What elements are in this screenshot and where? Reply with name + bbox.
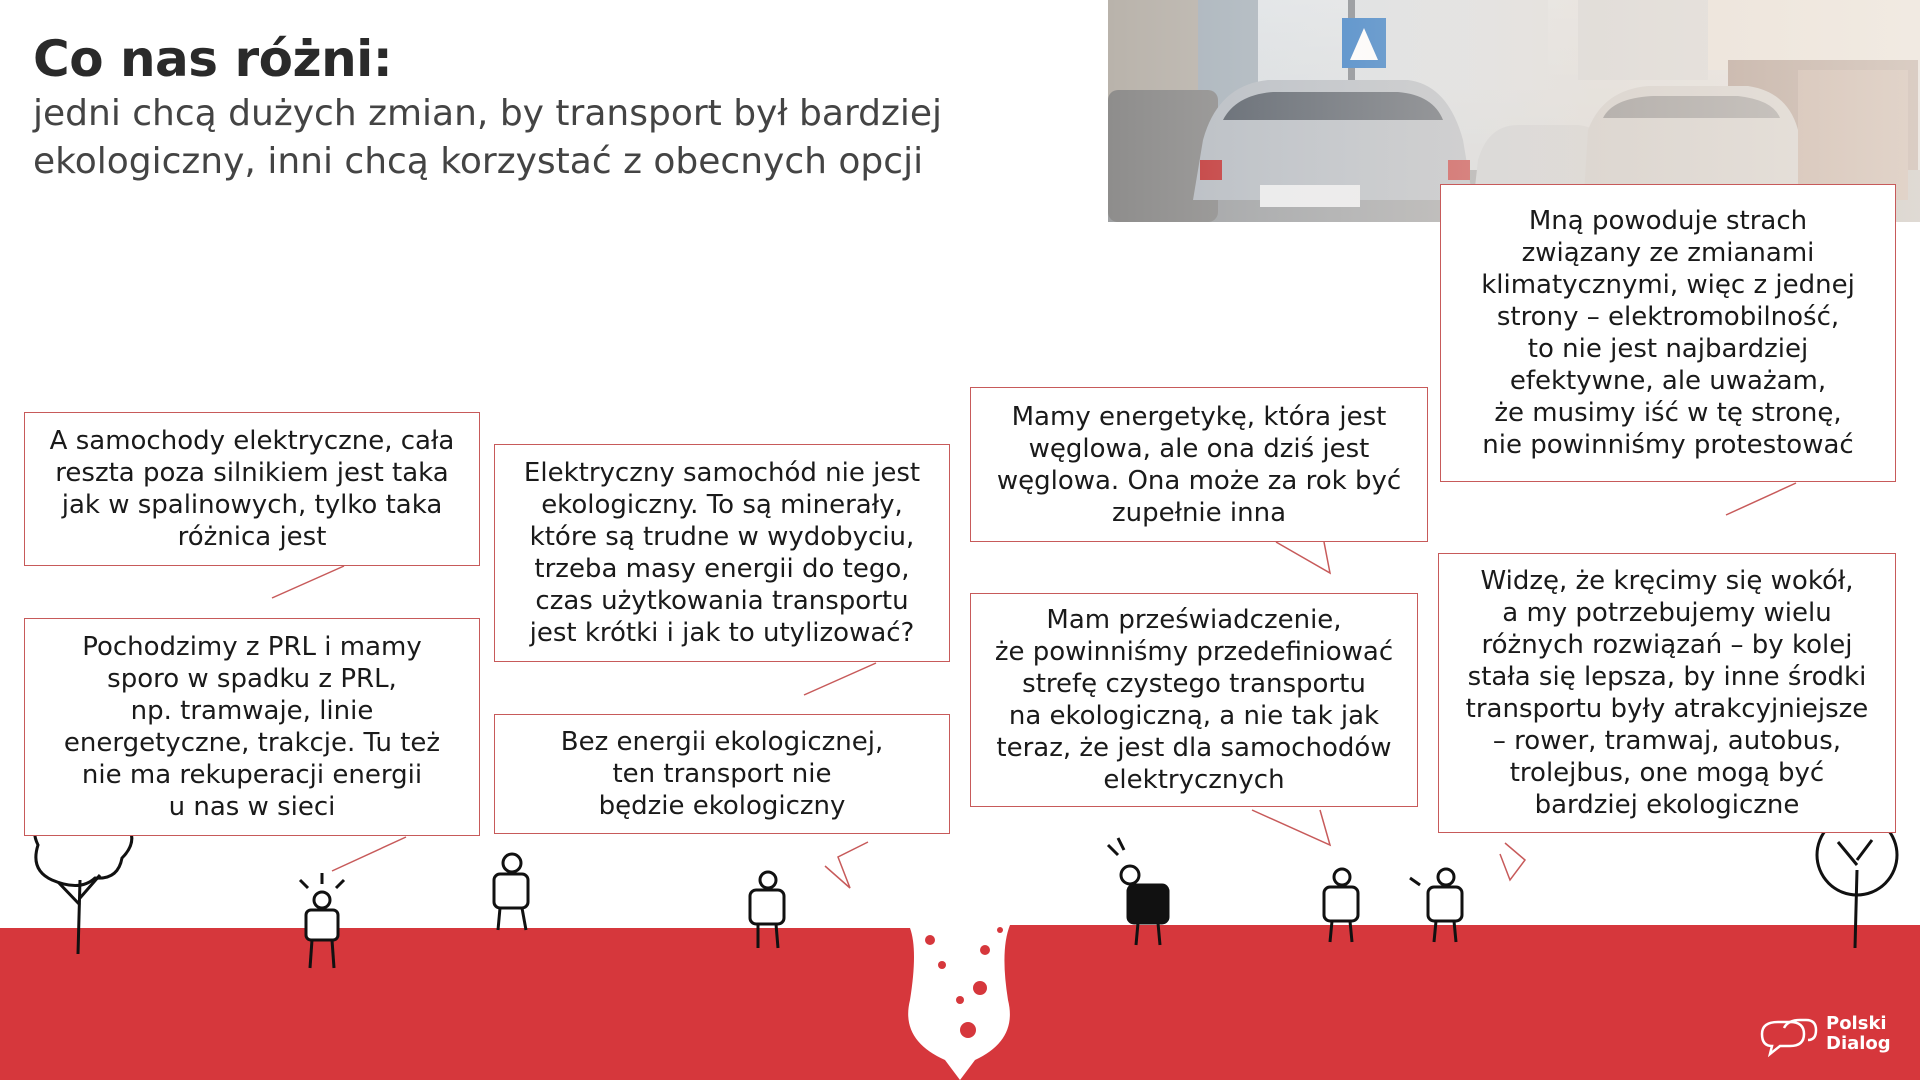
red-ground (960, 925, 1920, 1080)
page-title: Co nas różni: (33, 30, 393, 88)
person-icon (494, 854, 528, 930)
quote-bubble: Mną powoduje strach związany ze zmianami klimatycznymi, więc z jednej strony – elektromobilność, to nie jest najbardziej efektywne, ale uważam, że musimy iść w tę stronę, nie powinniśmy protestować (1440, 184, 1896, 482)
quote-bubble: A samochody elektryczne, cała reszta poza silnikiem jest taka jak w spalinowych, tylko taka różnica jest (24, 412, 480, 566)
quote-bubble: Widzę, że kręcimy się wokół, a my potrzebujemy wielu różnych rozwiązań – by kolej stała się lepsza, by inne środki transportu były atrakcyjniejsze – rower, tramwaj, autobus, trolejbus, one mogą być bardziej ekologiczne (1438, 553, 1896, 833)
page-subtitle: jedni chcą dużych zmian, by transport był bardziej ekologiczny, inni chcą korzystać z obecnych opcji (33, 93, 943, 182)
logo-text: Polski Dialog (1826, 1013, 1891, 1054)
polski-dialog-logo (1756, 1014, 1891, 1054)
quote-bubble: Pochodzimy z PRL i mamy sporo w spadku z PRL, np. tramwaje, linie energetyczne, trakcje. Tu też nie ma rekuperacji energii u nas w sieci (24, 618, 480, 836)
red-ground (0, 928, 960, 1080)
quote-bubble: Mam przeświadczenie, że powinniśmy przedefiniować strefę czystego transportu na ekologiczną, a nie tak jak teraz, że jest dla samochodów elektrycznych (970, 593, 1418, 807)
quote-bubble: Mamy energetykę, która jest węglowa, ale ona dziś jest węglowa. Ona może za rok być zupełnie inna (970, 387, 1428, 542)
quote-bubble: Bez energii ekologicznej, ten transport nie będzie ekologiczny (494, 714, 950, 834)
quote-bubble: Elektryczny samochód nie jest ekologiczny. To są minerały, które są trudne w wydobyciu, trzeba masy energii do tego, czas użytkowania transportu jest krótki i jak to utylizować? (494, 444, 950, 662)
